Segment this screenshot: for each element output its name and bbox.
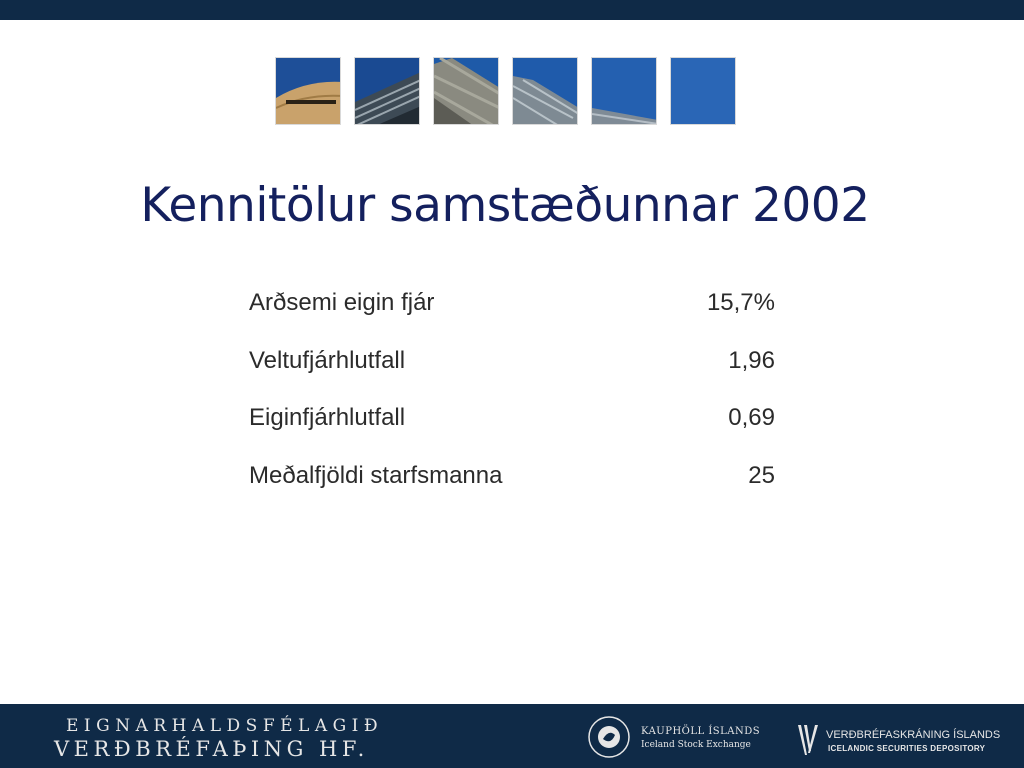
photo-tile-4 xyxy=(512,57,578,125)
kpi-label: Eiginfjárhlutfall xyxy=(249,404,406,431)
kpi-table xyxy=(249,289,775,519)
kpi-row xyxy=(249,289,775,347)
photo-tile-5 xyxy=(591,57,657,125)
kpi-label: Meðalfjöldi starfsmanna xyxy=(249,461,503,489)
kpi-value: 1,96 xyxy=(728,346,775,374)
kpi-row xyxy=(249,462,775,520)
kauphollin-subtitle: Iceland Stock Exchange xyxy=(641,740,751,750)
top-bar xyxy=(0,0,1024,20)
kpi-value: 25 xyxy=(748,461,775,489)
depository-logo-icon xyxy=(796,723,820,757)
depository-name: VERÐBRÉFASKRÁNING ÍSLANDS xyxy=(826,729,1001,741)
photo-tile-1 xyxy=(275,57,341,125)
photo-tile-2 xyxy=(354,57,420,125)
company-name-line2: VERÐBRÉFAÞING HF. xyxy=(54,737,369,761)
kpi-label: Arðsemi eigin fjár xyxy=(249,289,435,316)
kpi-row xyxy=(249,347,775,405)
kpi-label: Veltufjárhlutfall xyxy=(249,346,406,374)
kpi-value: 0,69 xyxy=(728,404,775,431)
depository-subtitle: ICELANDIC SECURITIES DEPOSITORY xyxy=(828,744,986,753)
footer-bar xyxy=(0,704,1024,768)
kpi-value: 15,7% xyxy=(706,289,775,316)
kpi-row xyxy=(249,404,775,462)
photo-tile-6 xyxy=(670,57,736,125)
kauphollin-name: KAUPHÖLL ÍSLANDS xyxy=(641,726,761,737)
kauphollin-logo-icon xyxy=(587,715,631,759)
slide-title: Kennitölur samstæðunnar 2002 xyxy=(140,178,870,233)
photo-tile-3 xyxy=(433,57,499,125)
company-name-line1: EIGNARHALDSFÉLAGIÐ xyxy=(66,716,384,736)
